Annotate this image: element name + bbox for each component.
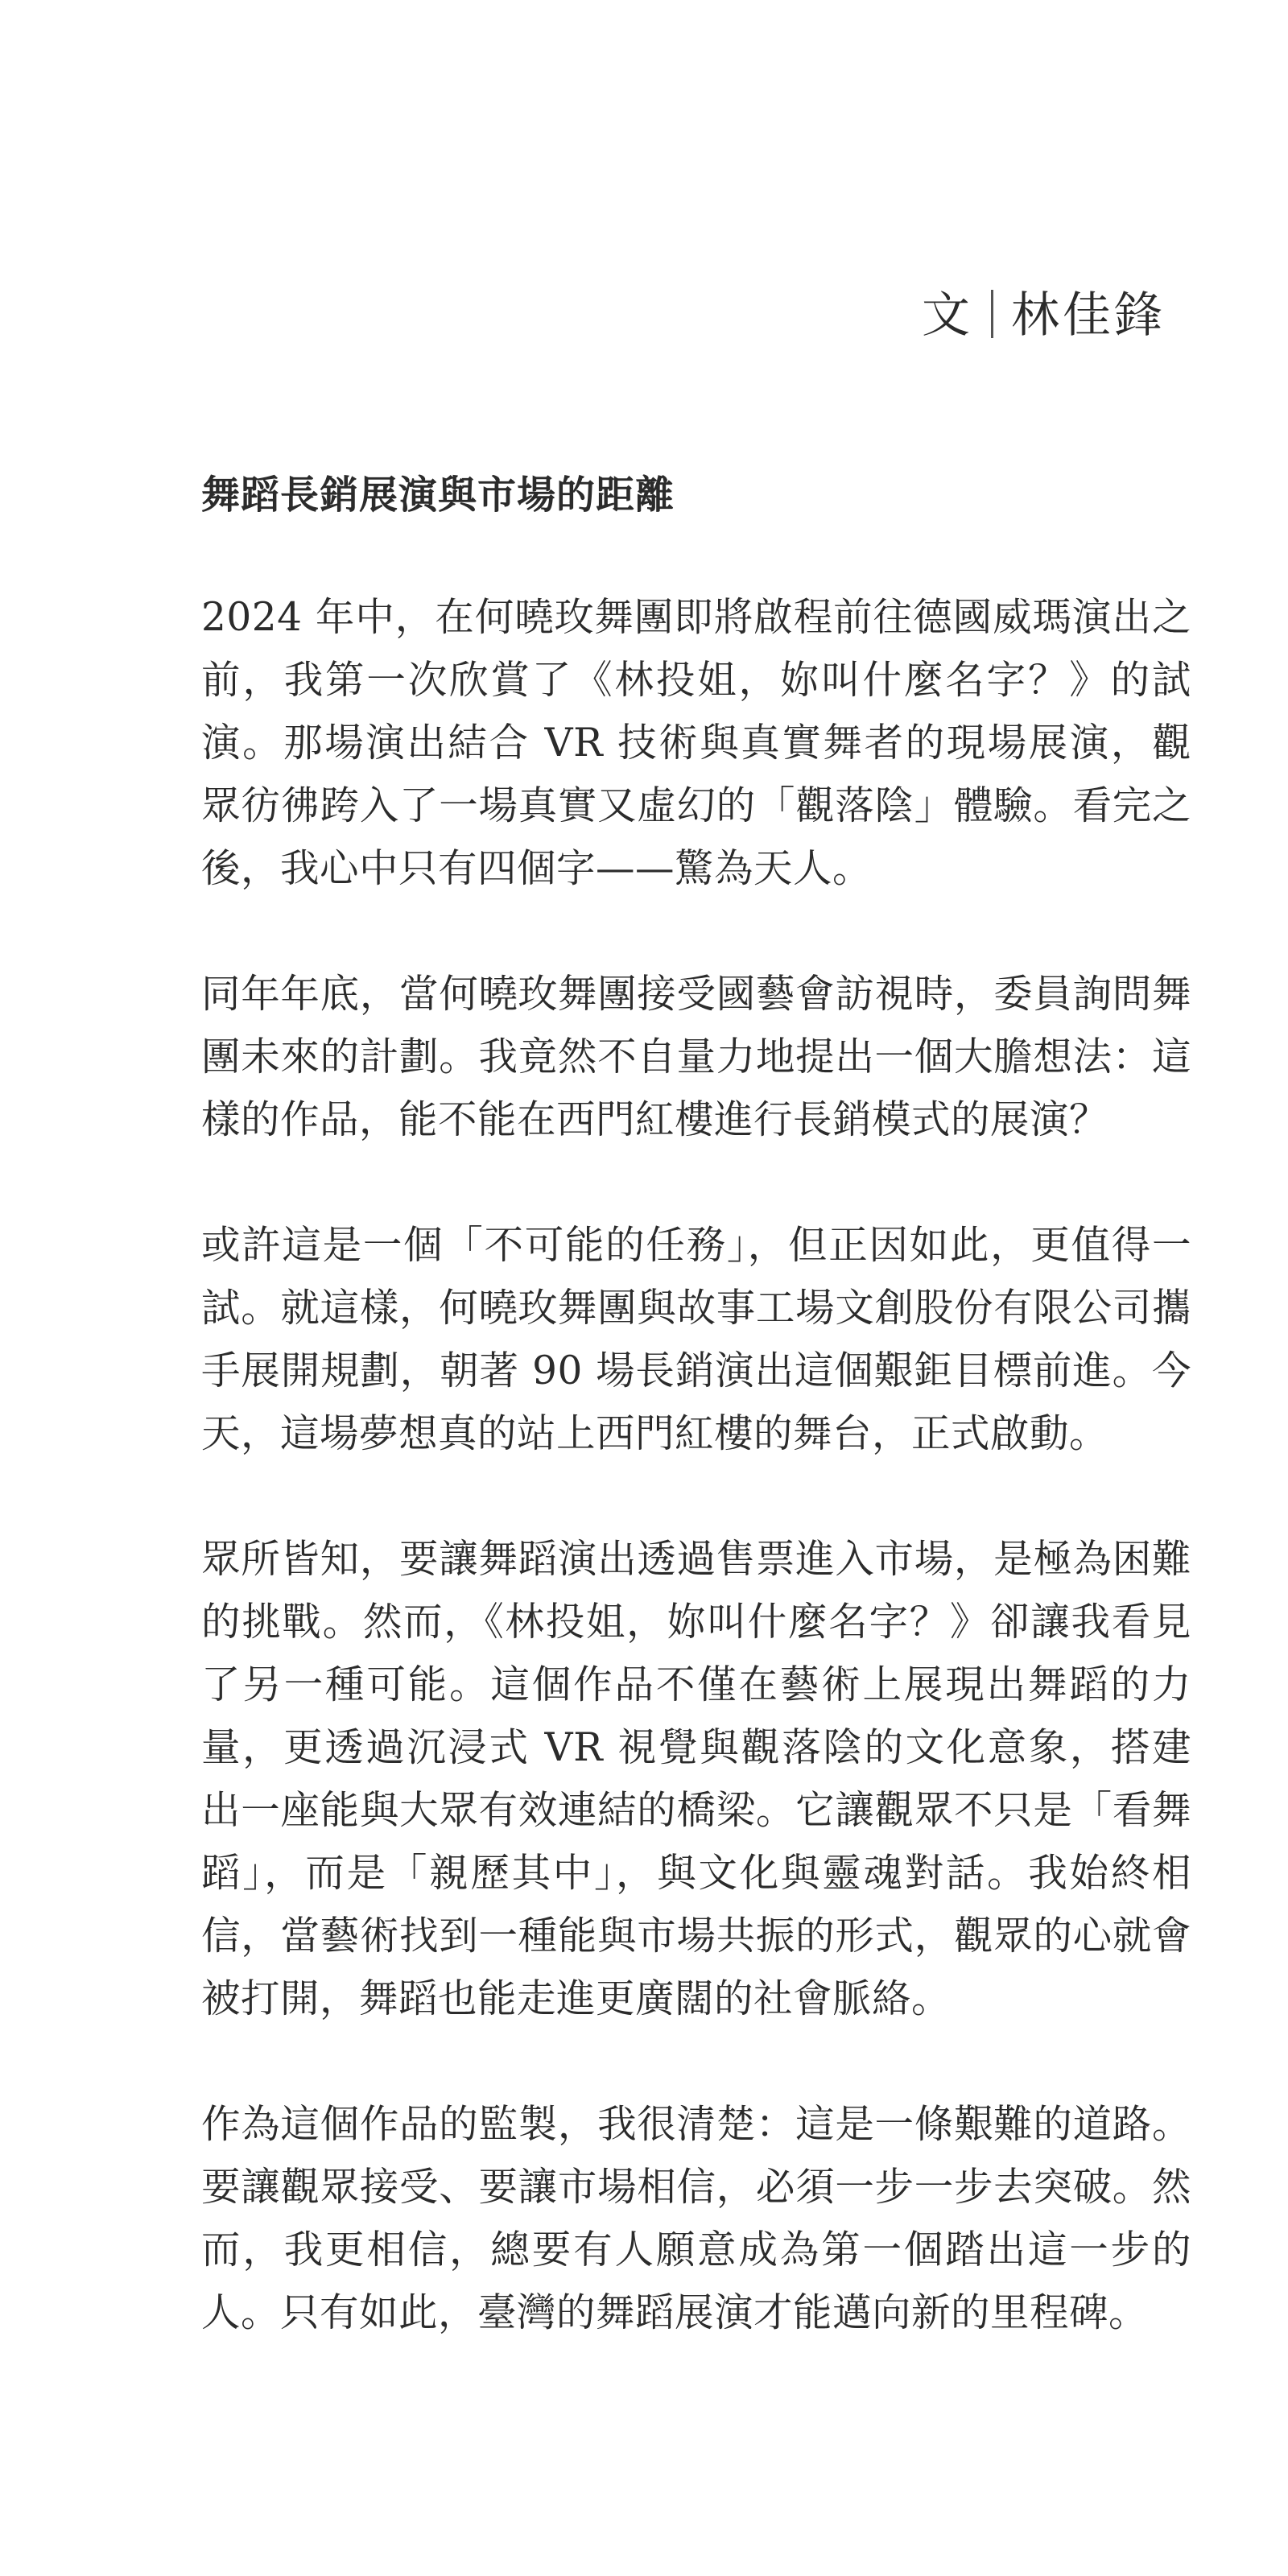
paragraph-5: 作為這個作品的監製，我很清楚：這是一條艱難的道路。要讓觀眾接受、要讓市場相信，必須一步一步去突破。然而，我更相信，總要有人願意成為第一個踏出這一步的人。只有如此，臺灣的舞蹈展演才能邁向新的里程碑。 (201, 2102, 1191, 2335)
byline-prefix: 文 (922, 287, 973, 344)
article-body (201, 467, 1191, 2407)
paragraph-2: 同年年底，當何曉玫舞團接受國藝會訪視時，委員詢問舞團未來的計劃。我竟然不自量力地提出一個大膽想法：這樣的作品，能不能在西門紅樓進行長銷模式的展演？ (201, 972, 1191, 1142)
paragraph-3: 或許這是一個「不可能的任務」，但正因如此，更值得一試。就這樣，何曉玫舞團與故事工場文創股份有限公司攜手展開規劃，朝著 90 場長銷演出這個艱鉅目標前進。今天，這場夢想真的站上西門紅樓的舞台，正式啟動。 (201, 1223, 1191, 1456)
byline-separator (991, 290, 993, 338)
paragraph-1: 2024 年中，在何曉玫舞團即將啟程前往德國威瑪演出之前，我第一次欣賞了《林投姐，妳叫什麼名字？》的試演。那場演出結合 VR 技術與真實舞者的現場展演，觀眾彷彿跨入了一場真實又虛幻的「觀落陰」體驗。看完之後，我心中只有四個字——驚為天人。 (201, 595, 1191, 891)
byline (922, 283, 1166, 348)
paragraph-4: 眾所皆知，要讓舞蹈演出透過售票進入市場，是極為困難的挑戰。然而，《林投姐，妳叫什麼名字？》卻讓我看見了另一種可能。這個作品不僅在藝術上展現出舞蹈的力量，更透過沉浸式 VR 視覺與觀落陰的文化意象，搭建出一座能與大眾有效連結的橋梁。它讓觀眾不只是「看舞蹈」，而是「親歷其中」，與文化與靈魂對話。我始終相信，當藝術找到一種能與市場共振的形式，觀眾的心就會被打開，舞蹈也能走進更廣闊的社會脈絡。 (201, 1537, 1191, 2021)
article-heading: 舞蹈長銷展演與市場的距離 (201, 473, 675, 518)
author-name: 林佳鋒 (1011, 287, 1166, 344)
